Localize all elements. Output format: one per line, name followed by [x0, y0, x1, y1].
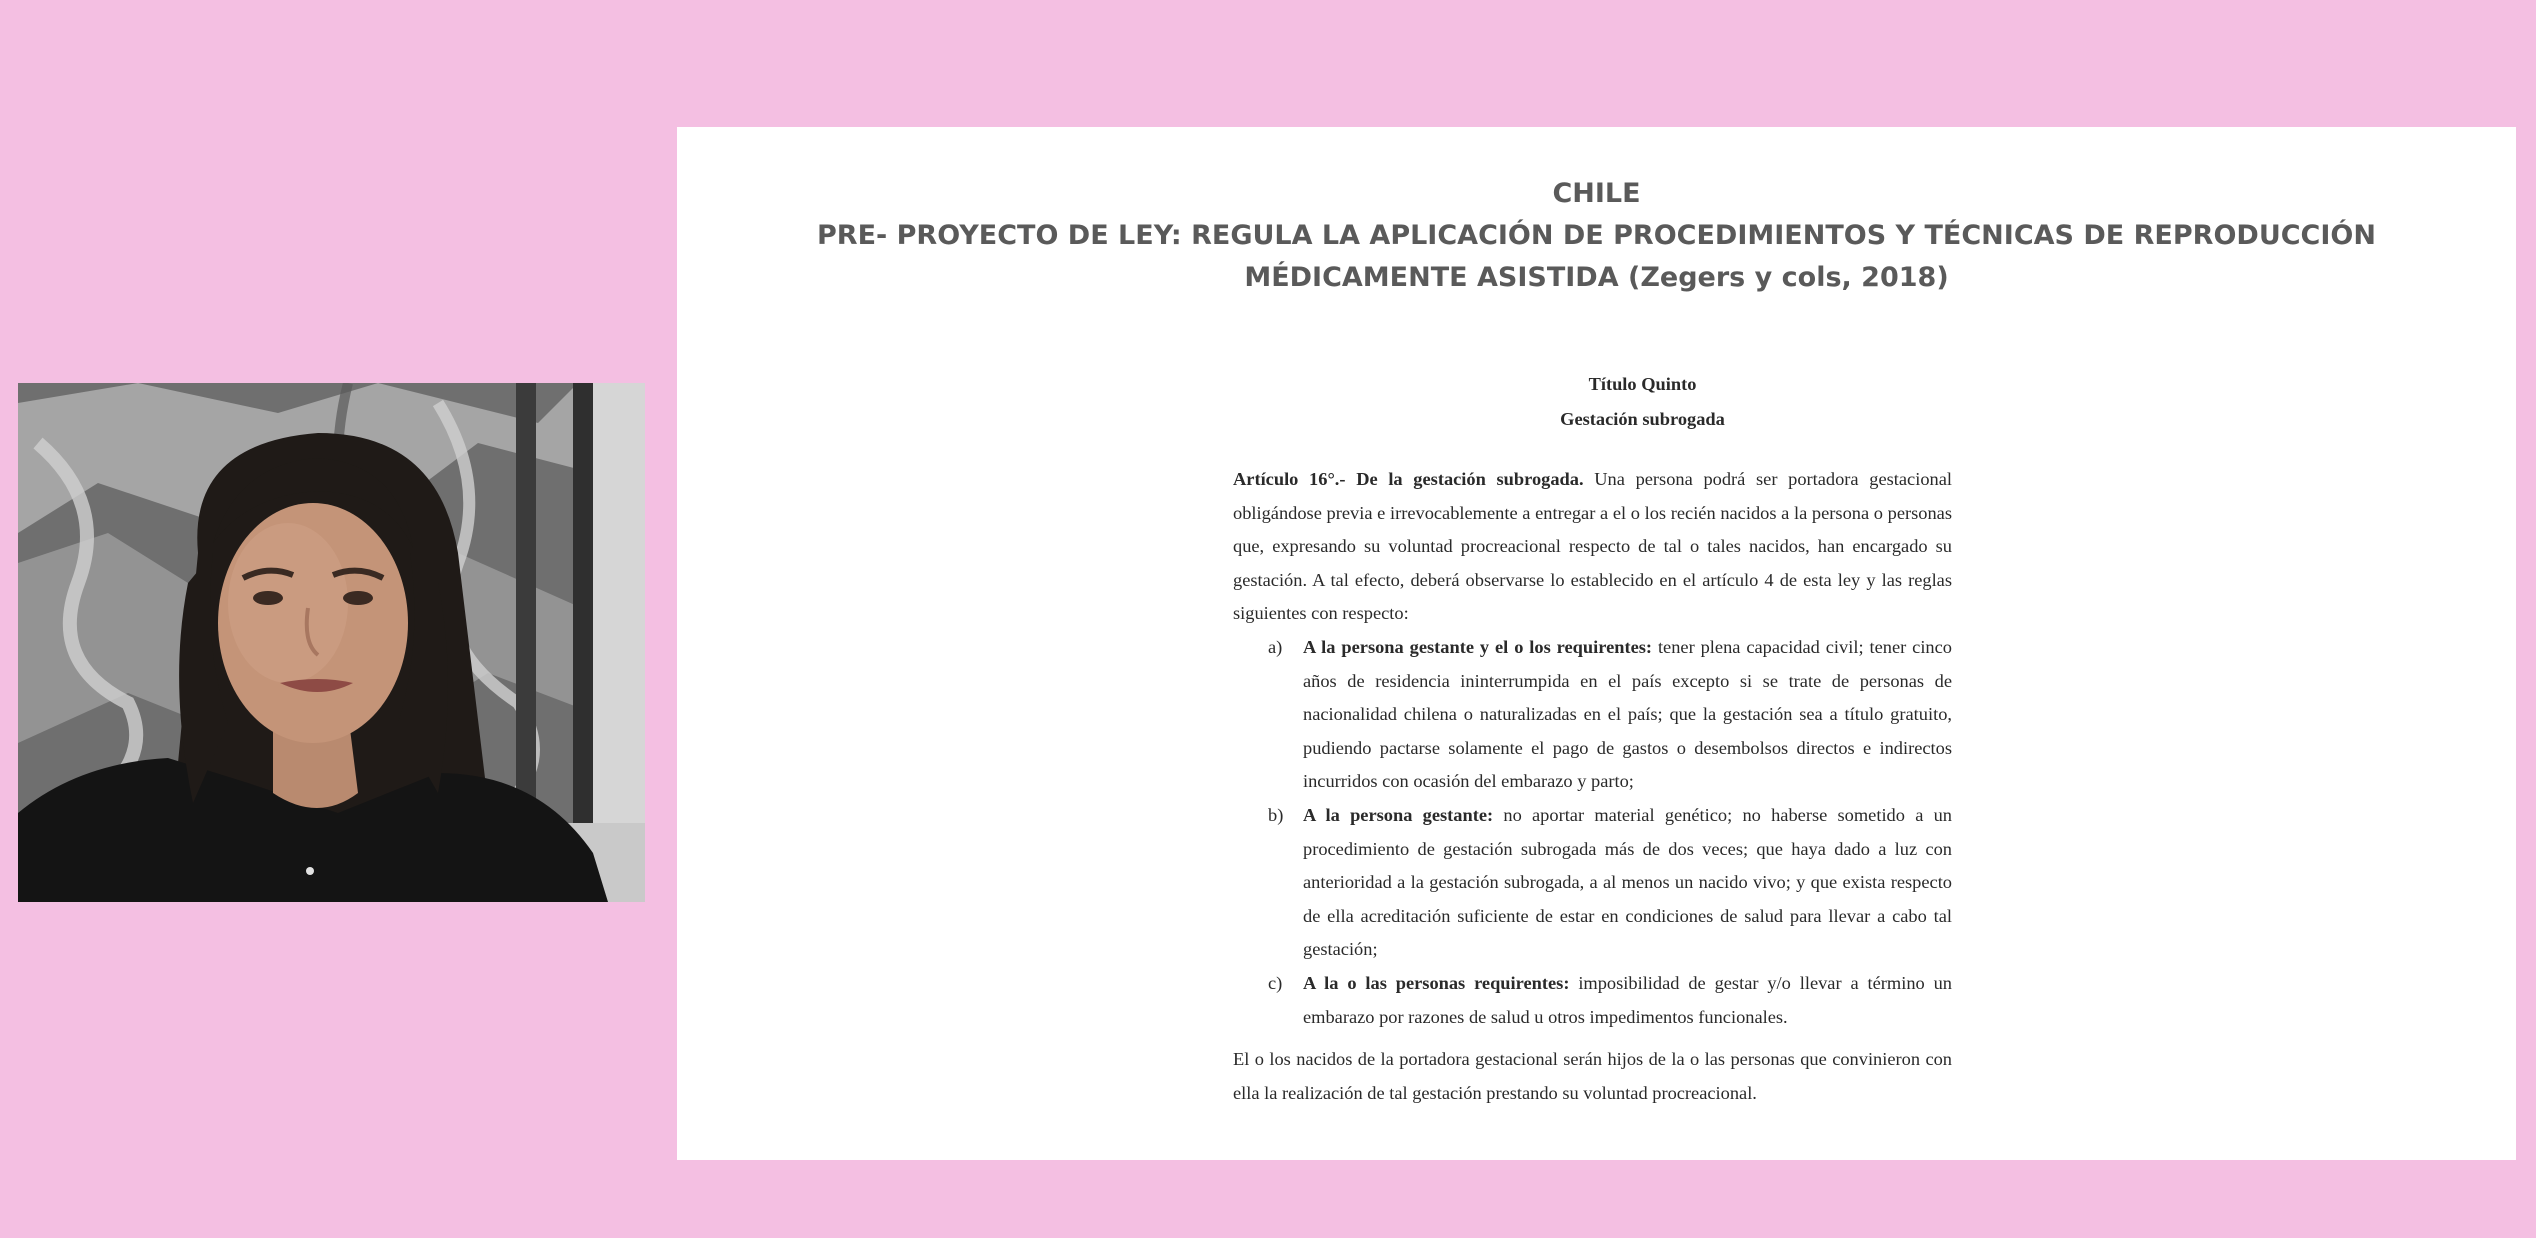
shared-slide — [677, 127, 2516, 1160]
slide-heading-subtitle: MÉDICAMENTE ASISTIDA (Zegers y cols, 2018) — [1244, 262, 1949, 293]
participant-video[interactable] — [18, 383, 645, 902]
requirement-item-c — [1233, 967, 1952, 1034]
article-text: Una persona podrá ser portadora gestacional obligándose previa e irrevocablemente a entregar a el o los recién nacidos a la persona o personas que, expresando su voluntad procreacional respecto de tal o tales nacidos, han encargado su gestación. A tal efecto, deberá observarse lo establecido en el artículo 4 de esta ley y las reglas siguientes con respecto: — [1233, 469, 1952, 624]
item-label: A la o las personas requirentes: — [1303, 972, 1570, 993]
document-title — [1333, 367, 1952, 437]
item-marker: a) — [1268, 636, 1283, 657]
item-marker: b) — [1268, 804, 1284, 825]
item-text: tener plena capacidad civil; tener cinco años de residencia ininterrumpida en el país excepto si se trate de personas de nacionalidad chilena o naturalizadas en el país; que la gestación sea a título gratuito, pudiendo pactarse solamente el pago de gastos o desembolsos directos e indirectos incurridos con ocasión del embarazo y parto; — [1303, 636, 1952, 792]
document-title-line: Título Quinto — [1588, 374, 1697, 394]
article-paragraph — [1233, 463, 1952, 631]
item-text: imposibilidad de gestar y/o llevar a término un embarazo por razones de salud u otros impedimentos funcionales. — [1303, 972, 1952, 1027]
item-marker: c) — [1268, 972, 1283, 993]
requirement-list — [1233, 631, 1952, 1034]
document-body — [1233, 463, 1952, 1110]
slide-heading-country: CHILE — [1552, 178, 1641, 209]
item-label: A la persona gestante: — [1303, 804, 1494, 825]
item-text: no aportar material genético; no haberse sometido a un procedimiento de gestación subrogada más de dos veces; que haya dado a luz con anterioridad a la gestación subrogada, a al menos un nacido vivo; y que exista respecto de ella acreditación suficiente de estar en condiciones de salud para llevar a cabo tal gestación; — [1303, 804, 1952, 960]
slide-heading — [677, 173, 2516, 299]
document-subtitle-line: Gestación subrogada — [1560, 409, 1725, 429]
requirement-item-a — [1233, 631, 1952, 799]
article-label: Artículo 16°.- De la gestación subrogada. — [1233, 469, 1584, 489]
law-document-excerpt — [1233, 367, 1952, 1110]
slide-heading-title: PRE- PROYECTO DE LEY: REGULA LA APLICACIÓN DE PROCEDIMIENTOS Y TÉCNICAS DE REPRODUCCIÓN — [817, 220, 2376, 251]
speaker-video-frame — [18, 383, 645, 902]
closing-paragraph: El o los nacidos de la portadora gestacional serán hijos de la o las personas que convinieron con ella la realización de tal gestación prestando su voluntad procreacional. — [1233, 1049, 1952, 1103]
requirement-item-b — [1233, 799, 1952, 967]
item-label: A la persona gestante y el o los requirentes: — [1303, 636, 1653, 657]
